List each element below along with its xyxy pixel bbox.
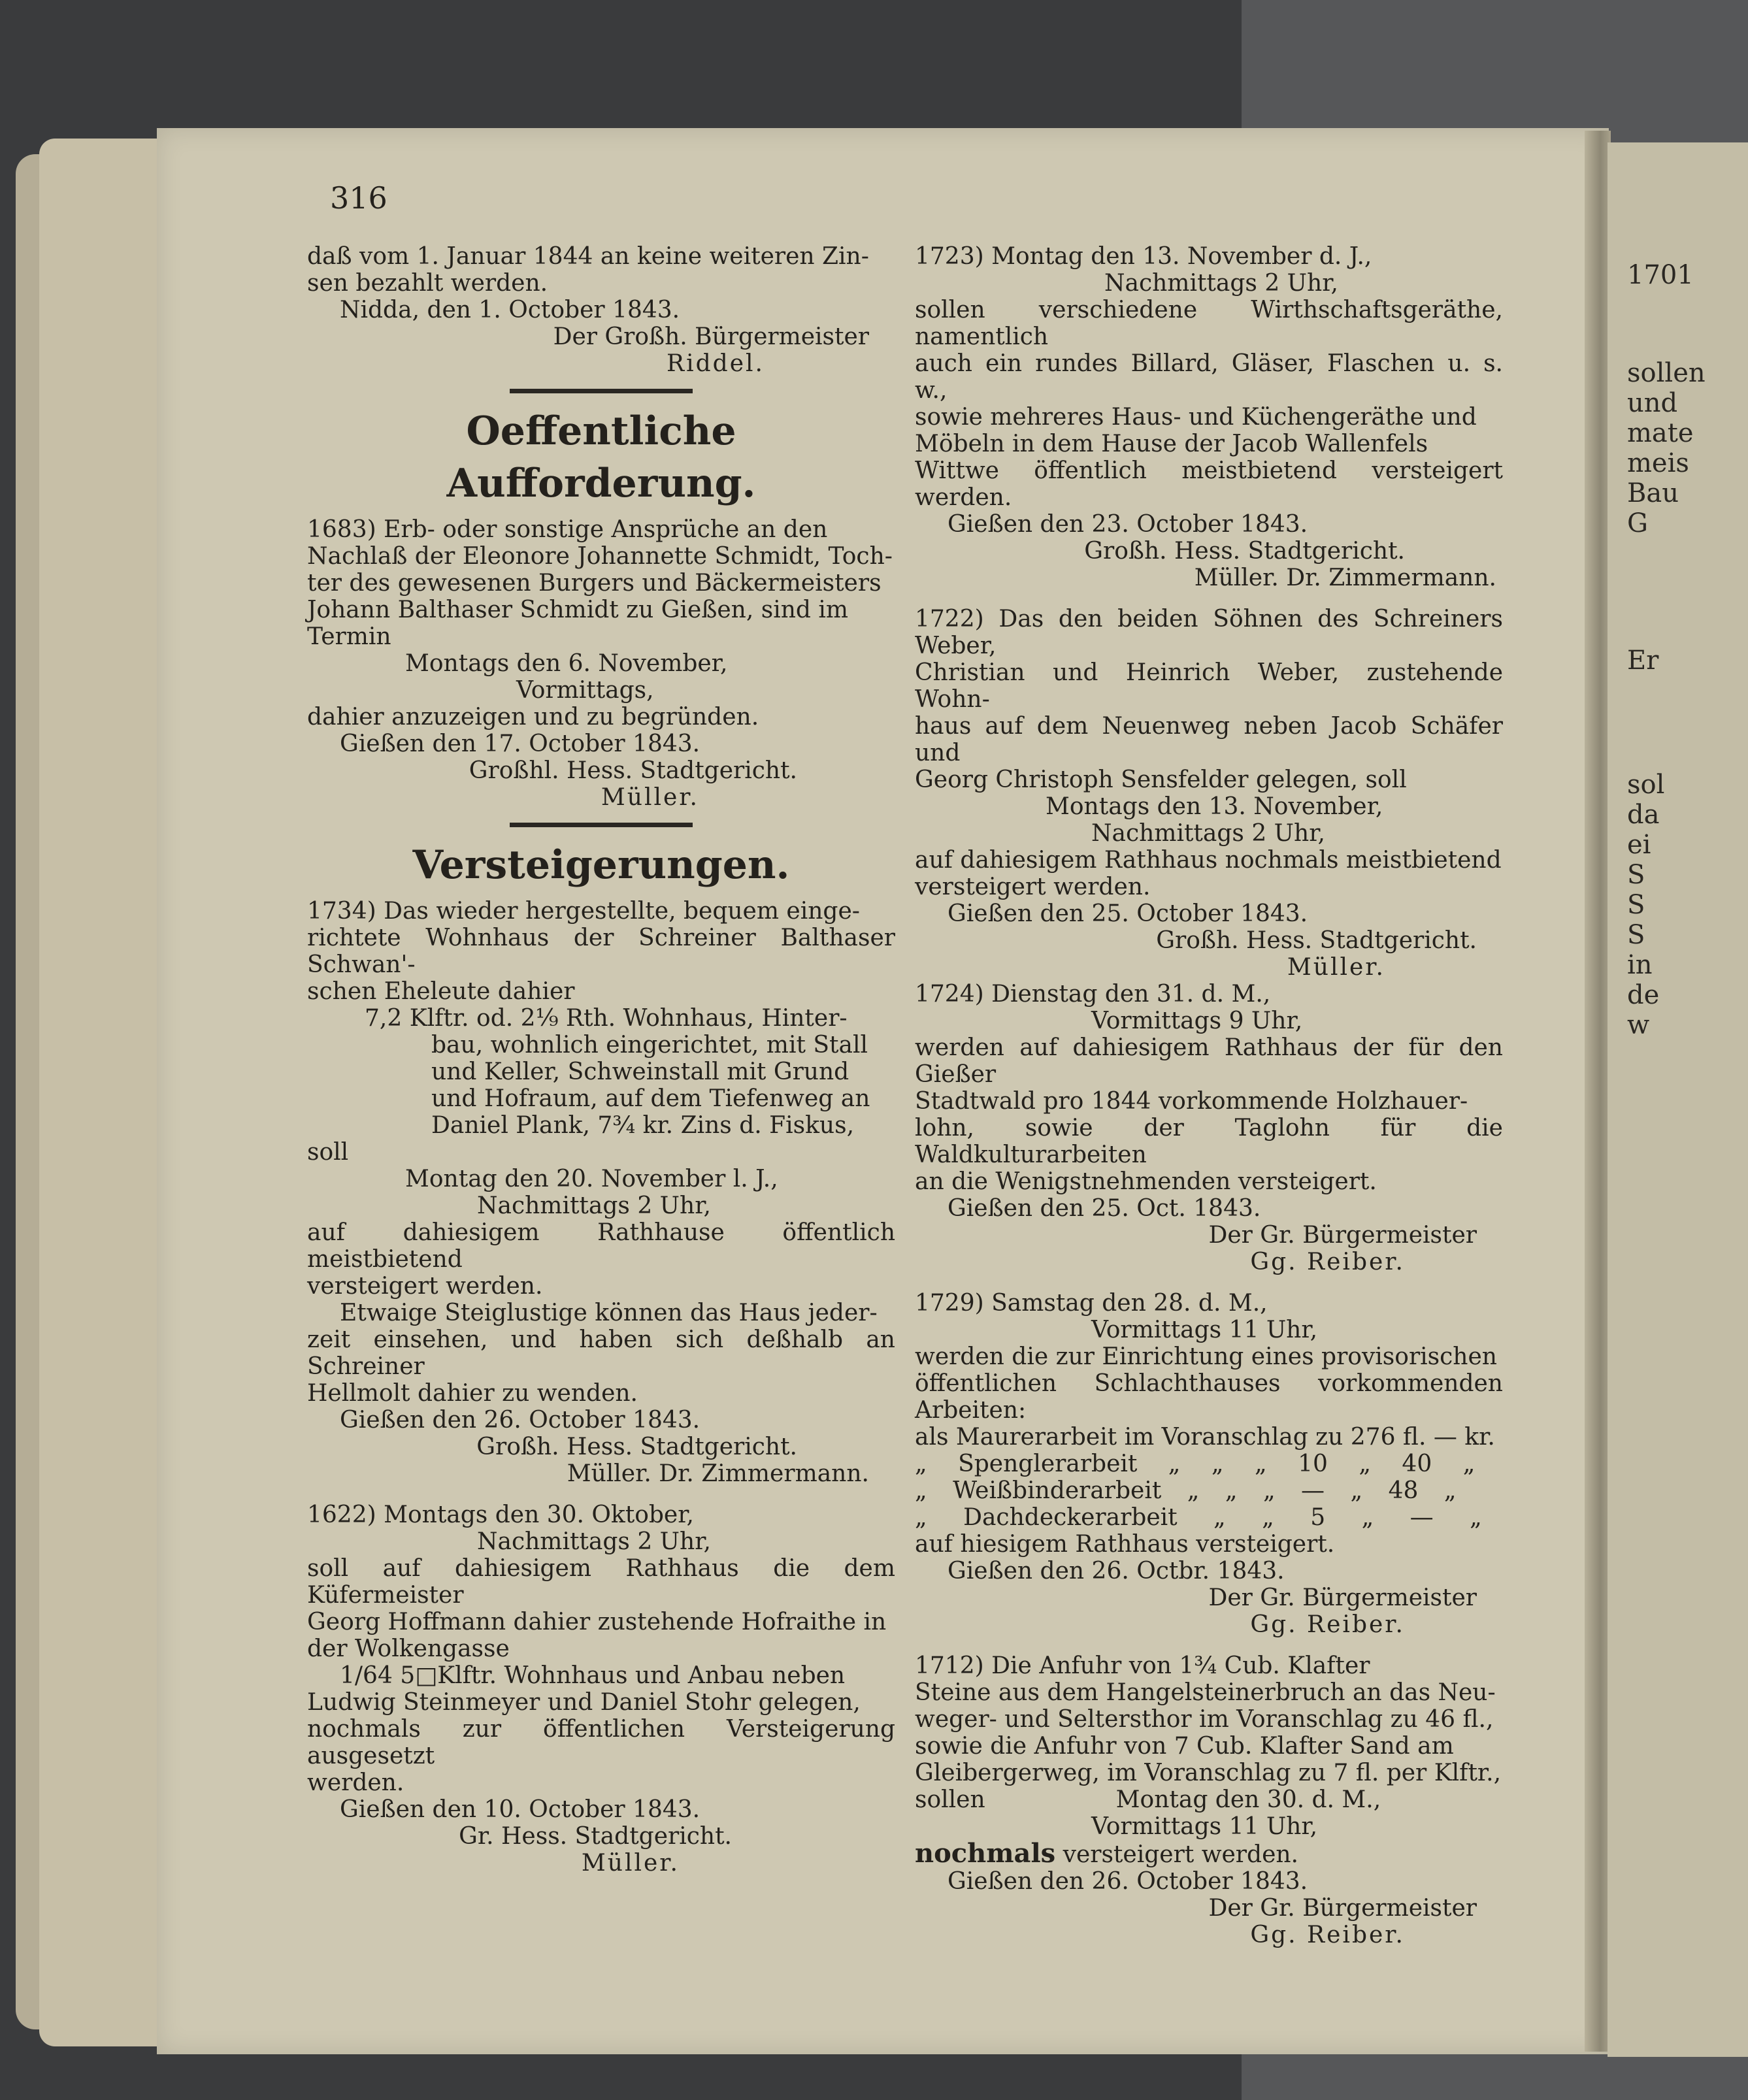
text-line: schen Eheleute dahier [307, 978, 575, 1005]
fragment-line: ei [1627, 830, 1651, 860]
text-line: 1/64 5□Klftr. Wohnhaus und Anbau neben [340, 1662, 846, 1689]
fragment-line: S [1627, 890, 1645, 920]
signature-name: Gg. Reiber. [1250, 1249, 1405, 1275]
text-line: auf hiesigem Rathhaus versteigert. [915, 1531, 1335, 1558]
fragment-line: de [1627, 980, 1660, 1010]
fragment-line: Bau [1627, 478, 1679, 508]
divider [510, 823, 693, 827]
signature-name: Gg. Reiber. [1250, 1922, 1405, 1948]
date-line: Vormittags 9 Uhr, [1091, 1008, 1303, 1034]
signature-title: Der Gr. Bürgermeister [1208, 1895, 1477, 1922]
text-line: richtete Wohnhaus der Schreiner Balthaser Schwan'- [307, 925, 895, 978]
signature-name: Müller. [1287, 954, 1385, 981]
fragment-line: S [1627, 860, 1645, 890]
text-line: daß vom 1. Januar 1844 an keine weiteren Zin- [307, 243, 869, 270]
text-line: Steine aus dem Hangelsteinerbruch an das Neu- [915, 1679, 1496, 1706]
text-line: lohn, sowie der Taglohn für die Waldkulturarbeiten [915, 1115, 1503, 1168]
text-line: haus auf dem Neuenweg neben Jacob Schäfer und [915, 713, 1503, 766]
cost-item: als Maurerarbeit im Voranschlag zu 276 fl. — kr. [915, 1424, 1495, 1451]
fragment-line: und [1627, 388, 1678, 418]
notice-heading: 1723) Montag den 13. November d. J., [915, 243, 1372, 270]
place-date: Gießen den 26. Octbr. 1843. [948, 1558, 1285, 1584]
text-line: auch ein rundes Billard, Gläser, Flaschen u. s. w., [915, 350, 1503, 404]
date-line: Nachmittags 2 Uhr, [477, 1192, 711, 1219]
fragment-line: Er [1627, 646, 1659, 676]
text-line: soll auf dahiesigem Rathhaus die dem Küfermeister [307, 1555, 895, 1609]
text-line: Möbeln in dem Hause der Jacob Wallenfels [915, 431, 1428, 457]
right-column [915, 243, 1503, 1948]
text-line: werden die zur Einrichtung eines provisorischen [915, 1343, 1497, 1370]
text-line: werden auf dahiesigem Rathhaus der für den Gießer [915, 1034, 1503, 1088]
signature-title: Der Gr. Bürgermeister [1208, 1222, 1477, 1249]
text-line: 1683) Erb- oder sonstige Ansprüche an den [307, 516, 828, 543]
text-line: sowie die Anfuhr von 7 Cub. Klafter Sand am [915, 1733, 1454, 1760]
signature-name: Gg. Reiber. [1250, 1611, 1405, 1638]
place-date: Gießen den 10. October 1843. [340, 1796, 701, 1823]
signature-title: Gr. Hess. Stadtgericht. [459, 1823, 732, 1850]
fragment-line: 1701 [1627, 260, 1694, 290]
left-column [307, 243, 895, 1877]
date-line: Nachmittags 2 Uhr, [1104, 270, 1338, 297]
text-word: versteigert werden. [1063, 1841, 1298, 1868]
fragment-line: w [1627, 1010, 1650, 1040]
text-line: und Hofraum, auf dem Tiefenweg an [431, 1085, 870, 1112]
date-line: Montags den 13. November, [1046, 793, 1383, 820]
fragment-line: S [1627, 920, 1645, 950]
text-line: Christian und Heinrich Weber, zustehende Wohn- [915, 659, 1503, 713]
text-line: 1722) Das den beiden Söhnen des Schreiners Weber, [915, 606, 1503, 659]
signature-title: Großh. Hess. Stadtgericht. [1084, 538, 1405, 565]
text-line: Stadtwald pro 1844 vorkommende Holzhauer- [915, 1088, 1468, 1115]
signature-name: Riddel. [667, 350, 765, 377]
place-date: Gießen den 26. October 1843. [340, 1407, 701, 1434]
cost-item: „ Weißbinderarbeit „ „ „ — „ 48 „ [915, 1477, 1457, 1504]
text-line: 1712) Die Anfuhr von 1¾ Cub. Klafter [915, 1652, 1370, 1679]
signature-title: Großh. Hess. Stadtgericht. [1156, 927, 1477, 954]
date-line: Nachmittags 2 Uhr, [1091, 820, 1325, 847]
text-line: versteigert werden. [307, 1273, 543, 1300]
signature-title: Der Gr. Bürgermeister [1208, 1584, 1477, 1611]
page-number: 316 [330, 180, 388, 216]
place-date: Nidda, den 1. October 1843. [340, 297, 680, 323]
place-date: Gießen den 17. October 1843. [340, 730, 701, 757]
place-date: Gießen den 25. October 1843. [948, 900, 1308, 927]
text-line: Gleibergerweg, im Voranschlag zu 7 fl. per Klftr., [915, 1760, 1502, 1786]
text-line: dahier anzuzeigen und zu begründen. [307, 704, 759, 730]
notice-heading: 1622) Montags den 30. Oktober, [307, 1501, 694, 1528]
text-line: weger- und Seltersthor im Voranschlag zu 46 fl., [915, 1706, 1494, 1733]
text-line: ter des gewesenen Burgers und Bäckermeisters [307, 570, 882, 597]
text-line: sowie mehreres Haus- und Küchengeräthe und [915, 404, 1477, 431]
signature-name: Müller. Dr. Zimmermann. [1194, 565, 1496, 591]
fragment-line: sol [1627, 770, 1665, 800]
signature-title: Großhl. Hess. Stadtgericht. [469, 757, 797, 784]
text-line: zeit einsehen, und haben sich deßhalb an Schreiner [307, 1326, 895, 1380]
text-line: 7,2 Klftr. od. 2⅑ Rth. Wohnhaus, Hinter- [365, 1005, 848, 1032]
notice-heading: 1724) Dienstag den 31. d. M., [915, 981, 1271, 1008]
signature-name: Müller. [581, 1850, 680, 1877]
text-line: Wittwe öffentlich meistbietend versteigert werden. [915, 457, 1503, 511]
emphasis-word: nochmals [915, 1838, 1056, 1869]
signature-name: Müller. Dr. Zimmermann. [567, 1460, 869, 1487]
next-page-fragment [1608, 142, 1748, 2057]
text-line: Termin [307, 623, 391, 650]
book-gutter [1585, 131, 1611, 2052]
text-line: Georg Hoffmann dahier zustehende Hofraithe in [307, 1609, 887, 1635]
section-heading: Oeffentliche Aufforderung. [446, 408, 756, 506]
text-line: an die Wenigstnehmenden versteigert. [915, 1168, 1377, 1195]
fragment-line: in [1627, 950, 1653, 980]
notice-heading: 1729) Samstag den 28. d. M., [915, 1290, 1268, 1317]
fragment-line: G [1627, 508, 1648, 538]
fragment-line: meis [1627, 448, 1689, 478]
date-line: Vormittags 11 Uhr, [1091, 1317, 1318, 1343]
text-line: Ludwig Steinmeyer und Daniel Stohr gelegen, [307, 1689, 861, 1716]
date-line: Vormittags 11 Uhr, [1091, 1813, 1318, 1840]
signature-name: Müller. [601, 784, 699, 811]
text-line: und Keller, Schweinstall mit Grund [431, 1058, 849, 1085]
text-line: nochmals zur öffentlichen Versteigerung ausgesetzt [307, 1716, 895, 1769]
fragment-line: sollen [1627, 358, 1706, 388]
text-line: sollen verschiedene Wirthschaftsgeräthe, namentlich [915, 297, 1503, 350]
text-line: auf dahiesigem Rathhause öffentlich meistbietend [307, 1219, 895, 1273]
cost-item: „ Spenglerarbeit „ „ „ 10 „ 40 „ [915, 1451, 1476, 1477]
signature-title: Großh. Hess. Stadtgericht. [476, 1434, 797, 1460]
place-date: Gießen den 26. October 1843. [948, 1868, 1308, 1895]
date-line: Nachmittags 2 Uhr, [477, 1528, 711, 1555]
text-line [915, 1840, 1503, 1868]
text-line: werden. [307, 1769, 404, 1796]
text-line: Johann Balthaser Schmidt zu Gießen, sind im [307, 597, 849, 623]
text-line: 1734) Das wieder hergestellte, bequem einge- [307, 898, 860, 925]
place-date: Gießen den 23. October 1843. [948, 511, 1308, 538]
text-line: der Wolkengasse [307, 1635, 510, 1662]
text-line: auf dahiesigem Rathhaus nochmals meistbietend [915, 847, 1502, 874]
date-line: Vormittags, [516, 677, 654, 704]
date-line: Montag den 20. November l. J., [405, 1166, 778, 1192]
text-line: Nachlaß der Eleonore Johannette Schmidt, Toch- [307, 543, 893, 570]
text-line: öffentlichen Schlachthauses vorkommenden Arbeiten: [915, 1370, 1503, 1424]
date-line: Montags den 6. November, [405, 650, 728, 677]
fragment-line: da [1627, 800, 1660, 830]
place-date: Gießen den 25. Oct. 1843. [948, 1195, 1261, 1222]
text-line: Daniel Plank, 7¾ kr. Zins d. Fiskus, [431, 1112, 855, 1139]
text-line: Hellmolt dahier zu wenden. [307, 1380, 638, 1407]
date-text: Montag den 30. d. M., [1115, 1786, 1381, 1813]
section-heading: Versteigerungen. [412, 842, 790, 888]
text-word: sollen [915, 1786, 985, 1813]
text-line: bau, wohnlich eingerichtet, mit Stall [431, 1032, 868, 1058]
fragment-line: mate [1627, 418, 1694, 448]
divider [510, 389, 693, 393]
signature-title: Der Großh. Bürgermeister [553, 323, 869, 350]
date-line [915, 1786, 1503, 1813]
text-line: sen bezahlt werden. [307, 270, 548, 297]
text-line: Etwaige Steiglustige können das Haus jeder- [340, 1300, 878, 1326]
text-line: Georg Christoph Sensfelder gelegen, soll [915, 766, 1407, 793]
text-line: versteigert werden. [915, 874, 1151, 900]
cost-item: „ Dachdeckerarbeit „ „ 5 „ — „ [915, 1504, 1482, 1531]
text-line: soll [307, 1139, 349, 1166]
